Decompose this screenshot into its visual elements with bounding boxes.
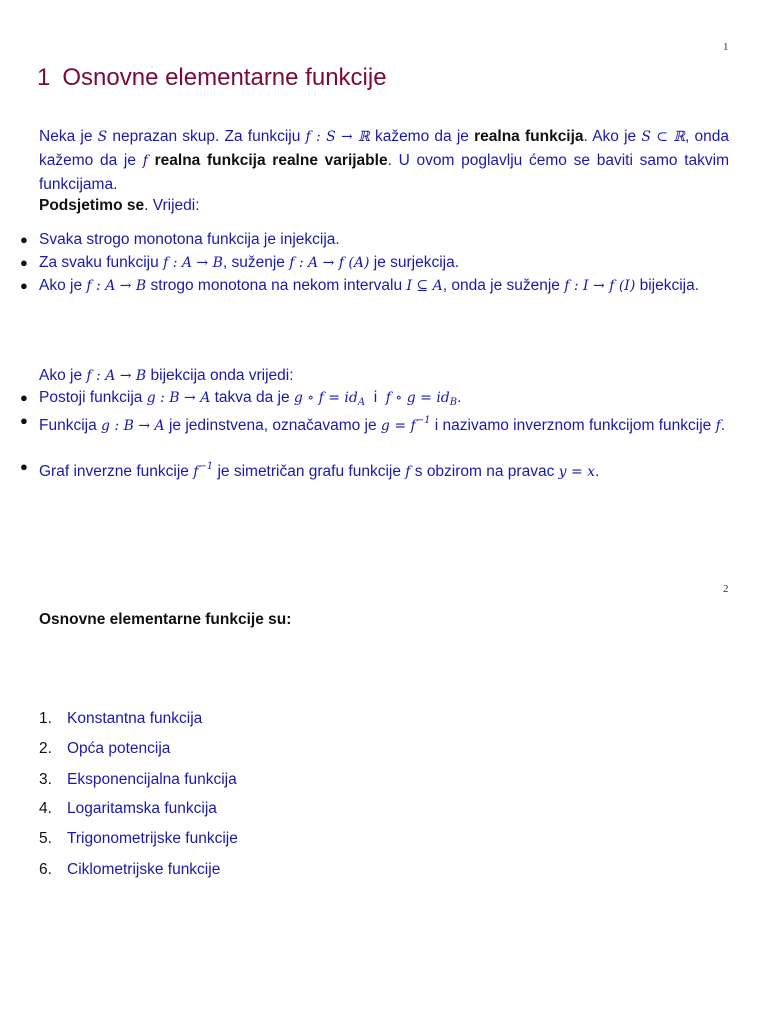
- math: f: [715, 418, 721, 434]
- text: Graf inverzne funkcije: [39, 463, 194, 480]
- math: f : A → B: [86, 368, 147, 384]
- text: s obzirom na pravac: [410, 463, 559, 480]
- text: .: [144, 197, 149, 214]
- text: .: [720, 417, 726, 434]
- list-item: [20, 251, 729, 275]
- list-item-label: Ciklometrijske funkcije: [67, 861, 221, 878]
- math: y = x: [558, 464, 596, 480]
- math: f : S →: [305, 129, 359, 145]
- math: f : A → B: [86, 278, 147, 294]
- math: g = f: [380, 418, 416, 434]
- text: takva da je: [210, 389, 294, 406]
- text: bijekcija.: [635, 277, 700, 294]
- text: Ako je: [39, 277, 87, 294]
- list-number: 6.: [39, 861, 52, 878]
- page-number: 1: [723, 41, 729, 53]
- text: [148, 152, 155, 169]
- math: f: [405, 464, 411, 480]
- text: [39, 409, 729, 438]
- page-number: 2: [723, 583, 729, 595]
- text: [39, 455, 729, 484]
- term-realna-funkcija: realna funkcija: [474, 128, 584, 145]
- bullet-icon: ●: [20, 459, 28, 474]
- text: Za svaku funkciju: [39, 254, 164, 271]
- text: i nazivamo inverznom funkcijom funkcije: [430, 417, 716, 434]
- text: , suženje: [222, 254, 290, 271]
- text: . U ovom poglavlju ćemo se baviti samo takvim funkcijama.: [39, 152, 729, 193]
- math: f ∘ g = id: [385, 390, 450, 406]
- list-item: [20, 409, 729, 438]
- reminder-line: [39, 194, 729, 217]
- text: bijekcija onda vrijedi:: [146, 367, 294, 384]
- list-item: [20, 455, 729, 484]
- list-heading: Osnovne elementarne funkcije su:: [39, 611, 292, 628]
- math: ℝ: [358, 129, 370, 145]
- math-superscript: −1: [415, 415, 431, 426]
- math: f : A → B: [163, 255, 223, 271]
- math: g : B → A: [101, 418, 165, 434]
- list-number: 1.: [39, 710, 52, 727]
- text: , onda kažemo da je: [39, 128, 729, 169]
- list-number: 5.: [39, 830, 52, 847]
- list-item-label: Opća potencija: [67, 740, 171, 757]
- text: kažemo da je: [369, 128, 475, 145]
- list-number: 4.: [39, 800, 52, 817]
- list-item: [20, 274, 729, 298]
- page-title: [37, 64, 387, 92]
- math: f: [193, 464, 199, 480]
- intro-paragraph: [39, 125, 729, 196]
- bullet-icon: ●: [20, 413, 28, 428]
- math-subscript: A: [357, 397, 366, 408]
- text: Neka je: [39, 128, 98, 145]
- text: .: [457, 389, 462, 406]
- bullet-icon: ●: [20, 255, 28, 270]
- list-item: [39, 771, 237, 789]
- math: S: [97, 129, 108, 145]
- text: strogo monotona na nekom intervalu: [146, 277, 407, 294]
- list-item-label: Logaritamska funkcija: [67, 800, 217, 817]
- list-item-label: Trigonometrijske funkcije: [67, 830, 238, 847]
- list-number: 2.: [39, 740, 52, 757]
- math: ℝ: [673, 129, 685, 145]
- math: g ∘ f = id: [293, 390, 358, 406]
- text: [39, 274, 729, 298]
- bullet-icon: ●: [20, 278, 28, 293]
- text: , onda je suženje: [442, 277, 565, 294]
- section-title: Osnovne elementarne funkcije: [62, 64, 387, 91]
- text: neprazan skup. Za funkciju: [107, 128, 306, 145]
- text: Svaka strogo monotona funkcija je injekcija.: [39, 231, 340, 248]
- list-item: [39, 740, 170, 758]
- list-item-label: Konstantna funkcija: [67, 710, 203, 727]
- term-realna-funkcija-realne-varijable: realna funkcija realne varijable: [154, 152, 388, 169]
- reminder-bold: Podsjetimo se: [39, 197, 145, 214]
- section-number: 1: [37, 64, 51, 91]
- bullet-icon: ●: [20, 390, 28, 405]
- list-item: [39, 861, 220, 879]
- list-item-label: Eksponencijalna funkcija: [67, 771, 237, 788]
- list-item: [39, 710, 202, 728]
- math: f : I → f (I): [564, 278, 636, 294]
- text: i: [365, 389, 386, 406]
- text: je jedinstvena, označavamo je: [164, 417, 381, 434]
- math: g : B → A: [146, 390, 211, 406]
- list-number: 3.: [39, 771, 52, 788]
- math-subscript: B: [449, 397, 458, 408]
- list-item: [39, 830, 238, 848]
- text: je surjekcija.: [369, 254, 460, 271]
- text: Vrijedi:: [148, 197, 200, 214]
- text: Funkcija: [39, 417, 102, 434]
- text: .: [595, 463, 600, 480]
- text: Ako je: [39, 367, 87, 384]
- text: [39, 251, 729, 275]
- math: f: [142, 153, 148, 169]
- text: Postoji funkcija: [39, 389, 147, 406]
- list-item: [20, 228, 729, 251]
- bijection-intro: [39, 364, 729, 388]
- text: je simetričan grafu funkcije: [213, 463, 406, 480]
- math: S ⊂: [641, 129, 674, 145]
- text: . Ako je: [583, 128, 642, 145]
- list-item: [39, 800, 217, 818]
- math: I ⊆ A: [406, 278, 443, 294]
- math: f : A → f (A): [289, 255, 370, 271]
- bullet-icon: ●: [20, 232, 28, 247]
- math-superscript: −1: [198, 461, 214, 472]
